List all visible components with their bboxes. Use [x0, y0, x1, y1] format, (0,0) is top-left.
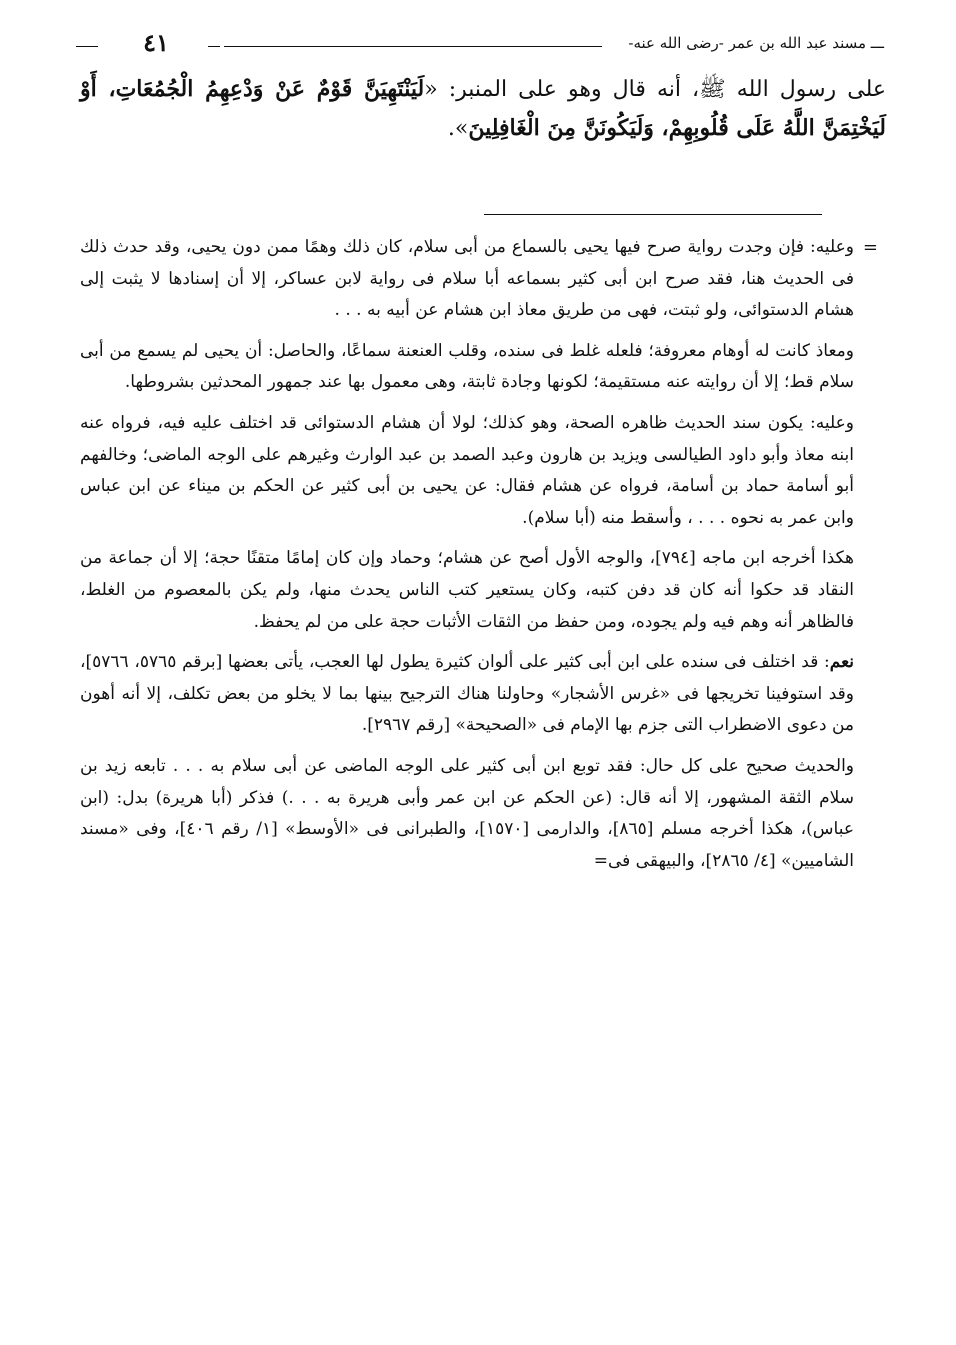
footnote-paragraph-6: والحديث صحيح على كل حال: فقد توبع ابن أبى كثير على الوجه الماضى عن أبى سلام به . . . تابعه زيد بن سلام الثقة المشهور، إلا أنه قال: (عن الحكم عن ابن عمر وأبى هريرة به . . .) فذكر (أبا هريرة) بدل: (ابن عباس)، هكذا أخرجه مسلم [٨٦٥]، والدارمى [١٥٧٠]، والطبرانى فى «الأوسط» [١/ رقم ٤٠٦]، وفى «مسند الشاميين» [٤/ ٢٨٦٥]، والبيهقى فى= — [80, 755, 854, 871]
main-text — [80, 70, 886, 148]
footnote-paragraph-5 — [80, 647, 854, 742]
footnotes — [80, 232, 878, 886]
header-dash-left — [76, 46, 98, 47]
footnote-paragraph-5-text: : قد اختلف فى سنده على ابن أبى كثير على ألوان كثيرة يطول لها العجب، يأتى بعضها [برقم ٥٧٦٥، ٥٧٦٦]، وقد استوفينا تخريجها فى «غرس الأشجار» وحاولنا هناك الترجيح بينها بما لا يخلو من بعض تكلف، إلا أنه أهون من دعوى الاضطراب التى جزم بها الإمام فى «الصحيحة» [رقم ٢٩٦٧]. — [80, 652, 854, 736]
footnote-paragraph-5-lead: نعم — [829, 652, 855, 673]
page-header — [76, 26, 884, 66]
continuation-mark: = — [862, 237, 878, 258]
footnote-paragraph-1 — [80, 232, 878, 327]
footnote-paragraph-2: ومعاذ كانت له أوهام معروفة؛ فلعله غلط فى سنده، وقلب العنعنة سماعًا، والحاصل: أن يحيى لم يسمع من أبى سلام قط؛ إلا أن روايته عنه مستقيمة؛ لكونها وجادة ثابتة، وهى معمول بها عند جمهور المحدثين بشروطها. — [80, 340, 855, 393]
main-text-intro: على رسول الله ﷺ، أنه قال وهو على المنبر: « — [424, 77, 887, 102]
footnote-paragraph-3: وعليه: يكون سند الحديث ظاهره الصحة، وهو كذلك؛ لولا أن هشام الدستوائى قد اختلف عليه فيه، فرواه عنه ابنه معاذ وأبو داود الطيالسى ويزيد بن هارون وعبد الصمد بن عبد الوارث وغيرهم على الوجه الماضى؛ وخالفهم أبو أسامة حماد بن أسامة، فرواه عن هشام فقال: عن يحيى بن أبى كثير عن الحكم بن ميناء عن ابن عباس وابن عمر به نحوه . . . ، وأسقط منه (أبا سلام). — [80, 412, 854, 528]
header-dash-right — [208, 46, 220, 47]
header-rule — [224, 46, 602, 47]
main-text-end: ». — [447, 116, 469, 141]
page-number: ٤١ — [143, 28, 169, 57]
running-title: ـــ مسند عبد الله بن عمر -رضى الله عنه- — [628, 34, 884, 52]
hadith-text: لَيَنْتَهِيَنَّ قَوْمٌ عَنْ وَدْعِهِمُ الْجُمُعَاتِ، أَوْ لَيَخْتِمَنَّ اللَّهُ عَلَى قُلُوبِهِمْ، وَلَيَكُونَنَّ مِنَ الْغَافِلِينَ — [80, 76, 886, 141]
footnote-rule — [484, 214, 822, 215]
footnote-paragraph-4: هكذا أخرجه ابن ماجه [٧٩٤]، والوجه الأول أصح عن هشام؛ وحماد وإن كان إمامًا متقنًا حجة؛ إلا أن جماعة من النقاد قد حكوا أنه كان قد دفن كتبه، وكان يستعير كتب الناس يحدث منها، ولم يكن بالمعصوم من الغلط، فالظاهر أنه وهم فيه ولم يجوده، ومن حفظ من الثقات الأثبات حجة على من لم يحفظ. — [80, 548, 854, 632]
footnote-paragraph-1-text: وعليه: فإن وجدت رواية صرح فيها يحيى بالسماع من أبى سلام، كان ذلك وهمًا ممن دون يحيى، وقد حدث ذلك فى الحديث هنا، فقد صرح ابن أبى كثير بسماعه أبا سلام فى رواية لابن عساكر، إلا أن إسنادها لا يثبت إلى هشام الدستوائى، ولو ثبتت، فهى من طريق معاذ ابن هشام عن أبيه به . . . — [80, 237, 854, 321]
